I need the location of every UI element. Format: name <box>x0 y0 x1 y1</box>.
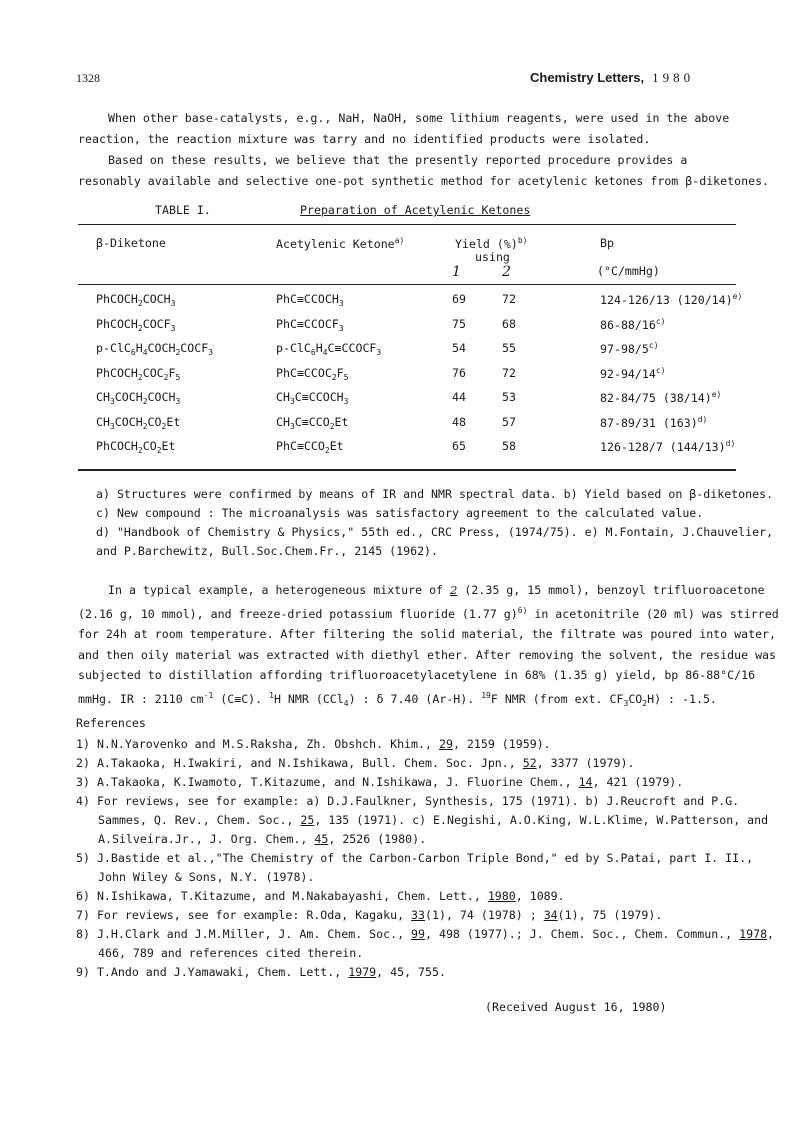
reference-item: 9) T.Ando and J.Yamawaki, Chem. Lett., 1979, 45, 755. <box>76 965 446 979</box>
cell-yield-2: 58 <box>502 439 516 453</box>
reference-item: 6) N.Ishikawa, T.Kitazume, and M.Nakabayashi, Chem. Lett., 1980, 1089. <box>76 889 565 903</box>
cell-bp: 82-84/75 $(38/14)^{e)}$ <box>600 390 722 405</box>
experimental-line: (2.16 g, 10 mmol), and freeze-dried potassium fluoride (1.77 g)$^{6)}$ in acetonitrile (20 ml) was stirred <box>78 605 779 621</box>
cell-yield-1: 54 <box>452 341 466 355</box>
header-yield-col1: 1 <box>452 264 461 280</box>
cell-yield-2: 68 <box>502 316 516 331</box>
cell-diketone: $PhCOCH_2CO_2Et$ <box>96 439 176 455</box>
cell-yield-2: 72 <box>502 292 516 306</box>
table-header-rule <box>78 284 736 285</box>
table-title: Preparation of Acetylenic Ketones <box>300 203 531 217</box>
header-yield-using: using <box>475 250 510 264</box>
header-diketone: β-Diketone <box>96 236 166 250</box>
cell-yield-1: 76 <box>452 365 466 380</box>
cell-yield-1: 69 <box>452 292 466 306</box>
experimental-line: and then oily material was extracted with diethyl ether. After removing the solvent, the residue was <box>78 647 777 662</box>
table-bottom-rule <box>78 469 736 471</box>
cell-acetylenic-ketone: $PhC\equiv CCO_2Et$ <box>276 439 344 455</box>
cell-bp: 97-98/5$^{c)}$ <box>600 341 659 356</box>
cell-yield-2: 53 <box>502 390 516 404</box>
cell-bp: 86-88/16$^{c)}$ <box>600 316 666 332</box>
table-row <box>78 341 736 365</box>
cell-diketone: $p-ClC_6H_4COCH_2COCF_3$ <box>96 341 214 357</box>
received-date: (Received August 16, 1980) <box>485 1000 667 1014</box>
table-footnotes <box>96 485 773 561</box>
cell-yield-1: 44 <box>452 390 466 404</box>
table-row <box>78 390 736 414</box>
cell-bp: 87-89/31 $(163)^{d)}$ <box>600 414 708 430</box>
cell-diketone: $CH_3COCH_2CO_2Et$ <box>96 414 181 431</box>
cell-acetylenic-ketone: $PhC\equiv CCOCH_3$ <box>276 292 344 308</box>
journal-header <box>530 70 694 86</box>
intro-line: When other base-catalysts, e.g., NaH, NaOH, some lithium reagents, were used in the above <box>108 111 730 125</box>
table-label: TABLE I. <box>155 203 211 217</box>
reference-item: 8) J.H.Clark and J.M.Miller, J. Am. Chem. Soc., 99, 498 (1977).; J. Chem. Soc., Chem. Commun., 1978, <box>76 927 775 941</box>
cell-acetylenic-ketone: $CH_3C\equiv CCO_2Et$ <box>276 414 349 431</box>
intro-paragraph <box>78 108 769 192</box>
header-yield: Yield (%)$^{b)}$ <box>455 236 528 251</box>
cell-yield-2: 55 <box>502 341 516 355</box>
cell-yield-1: 65 <box>452 439 466 453</box>
table-row <box>78 366 736 390</box>
table-row <box>78 317 736 341</box>
reference-item: 4) For reviews, see for example: a) D.J.Faulkner, Synthesis, 175 (1971). b) J.Reucroft and P.G. <box>76 794 740 808</box>
cell-acetylenic-ketone: $PhC\equiv CCOC_2F_5$ <box>276 365 349 382</box>
reference-continuation: Sammes, Q. Rev., Chem. Soc., 25, 135 (1971). c) E.Negishi, A.O.King, W.L.Klime, W.Patterson, and <box>98 813 769 827</box>
intro-line: reaction, the reaction mixture was tarry and no identified products were isolated. <box>78 132 651 146</box>
cell-yield-1: 75 <box>452 316 466 331</box>
header-acetylenic-ketone: Acetylenic Ketone$^{a)}$ <box>276 236 405 251</box>
reference-item: 7) For reviews, see for example: R.Oda, Kagaku, 33(1), 74 (1978) ; 34(1), 75 (1979). <box>76 908 663 922</box>
cell-acetylenic-ketone: $p-ClC_6H_4C\equiv CCOCF_3$ <box>276 341 382 357</box>
table-row <box>78 439 736 463</box>
cell-acetylenic-ketone: $CH_3C\equiv CCOCH_3$ <box>276 390 349 406</box>
cell-diketone: $PhCOCH_2COC_2F_5$ <box>96 365 181 382</box>
cell-yield-1: 48 <box>452 414 466 429</box>
table-row <box>78 292 743 316</box>
footnote: and P.Barchewitz, Bull.Soc.Chem.Fr., 2145 (1962). <box>96 544 439 558</box>
cell-diketone: $PhCOCH_2COCH_3$ <box>96 292 176 308</box>
references-list <box>76 735 774 982</box>
journal-year: 1980 <box>652 70 695 85</box>
header-yield-col2: 2 <box>502 264 511 280</box>
reference-item: 2) A.Takaoka, H.Iwakiri, and N.Ishikawa, Bull. Chem. Soc. Jpn., 52, 3377 (1979). <box>76 756 635 770</box>
experimental-line: In a typical example, a heterogeneous mixture of 2 (2.35 g, 15 mmol), benzoyl trifluoroacetone <box>108 583 765 597</box>
references-heading: References <box>76 716 146 730</box>
intro-line: resonably available and selective one-pot synthetic method for acetylenic ketones from β-diketones. <box>78 174 770 188</box>
cell-acetylenic-ketone: $PhC\equiv CCOCF_3$ <box>276 316 344 333</box>
table-row <box>78 415 736 439</box>
cell-diketone: $CH_3COCH_2COCH_3$ <box>96 390 181 406</box>
reference-continuation: A.Silveira.Jr., J. Org. Chem., 45, 2526 (1980). <box>98 832 427 846</box>
reference-continuation: 466, 789 and references cited therein. <box>98 946 364 960</box>
cell-yield-2: 57 <box>502 414 516 429</box>
reference-item: 5) J.Bastide et al.,"The Chemistry of the Carbon-Carbon Triple Bond," ed by S.Patai, part I. II., <box>76 851 754 865</box>
reference-item: 1) N.N.Yarovenko and M.S.Raksha, Zh. Obshch. Khim., 29, 2159 (1959). <box>76 737 551 751</box>
journal-name: Chemistry Letters, <box>530 70 645 85</box>
experimental-paragraph <box>78 580 779 714</box>
table-top-rule <box>78 224 736 225</box>
cell-yield-2: 72 <box>502 365 516 380</box>
page-number: 1328 <box>76 71 100 85</box>
experimental-line: for 24h at room temperature. After filtering the solid material, the filtrate was poured into water, <box>78 627 777 641</box>
cell-bp: 92-94/14$^{c)}$ <box>600 365 666 381</box>
experimental-line: mmHg. IR : 2110 $cm^{-1}$ (C≡C). $^1$H NMR (CCl$_4$) : δ 7.40 (Ar-H). $^{19}$F NMR (from ext. $CF_3CO_2H$) : -1.5. <box>78 690 717 708</box>
experimental-line: subjected to distillation affording trifluoroacetylacetylene in 68% (1.35 g) yield, bp 86-88°C/16 <box>78 668 756 682</box>
cell-diketone: $PhCOCH_2COCF_3$ <box>96 316 176 333</box>
cell-bp: 126-128/7 $(144/13)^{d)}$ <box>600 439 736 454</box>
cell-bp: 124-126/13 $(120/14)^{e)}$ <box>600 292 743 307</box>
footnote: d) "Handbook of Chemistry & Physics," 55th ed., CRC Press, (1974/75). e) M.Fontain, J.Chauvelier, <box>96 525 774 539</box>
intro-line: Based on these results, we believe that the presently reported procedure provides a <box>108 153 688 167</box>
footnote: a) Structures were confirmed by means of IR and NMR spectral data. b) Yield based on β-diketones. <box>96 487 774 501</box>
header-bp-unit: (°C/mmHg) <box>597 264 660 278</box>
reference-continuation: John Wiley & Sons, N.Y. (1978). <box>98 870 315 884</box>
header-bp: Bp <box>600 236 614 250</box>
footnote: c) New compound : The microanalysis was satisfactory agreement to the calculated value. <box>96 506 704 520</box>
reference-item: 3) A.Takaoka, K.Iwamoto, T.Kitazume, and N.Ishikawa, J. Fluorine Chem., 14, 421 (1979). <box>76 775 684 789</box>
